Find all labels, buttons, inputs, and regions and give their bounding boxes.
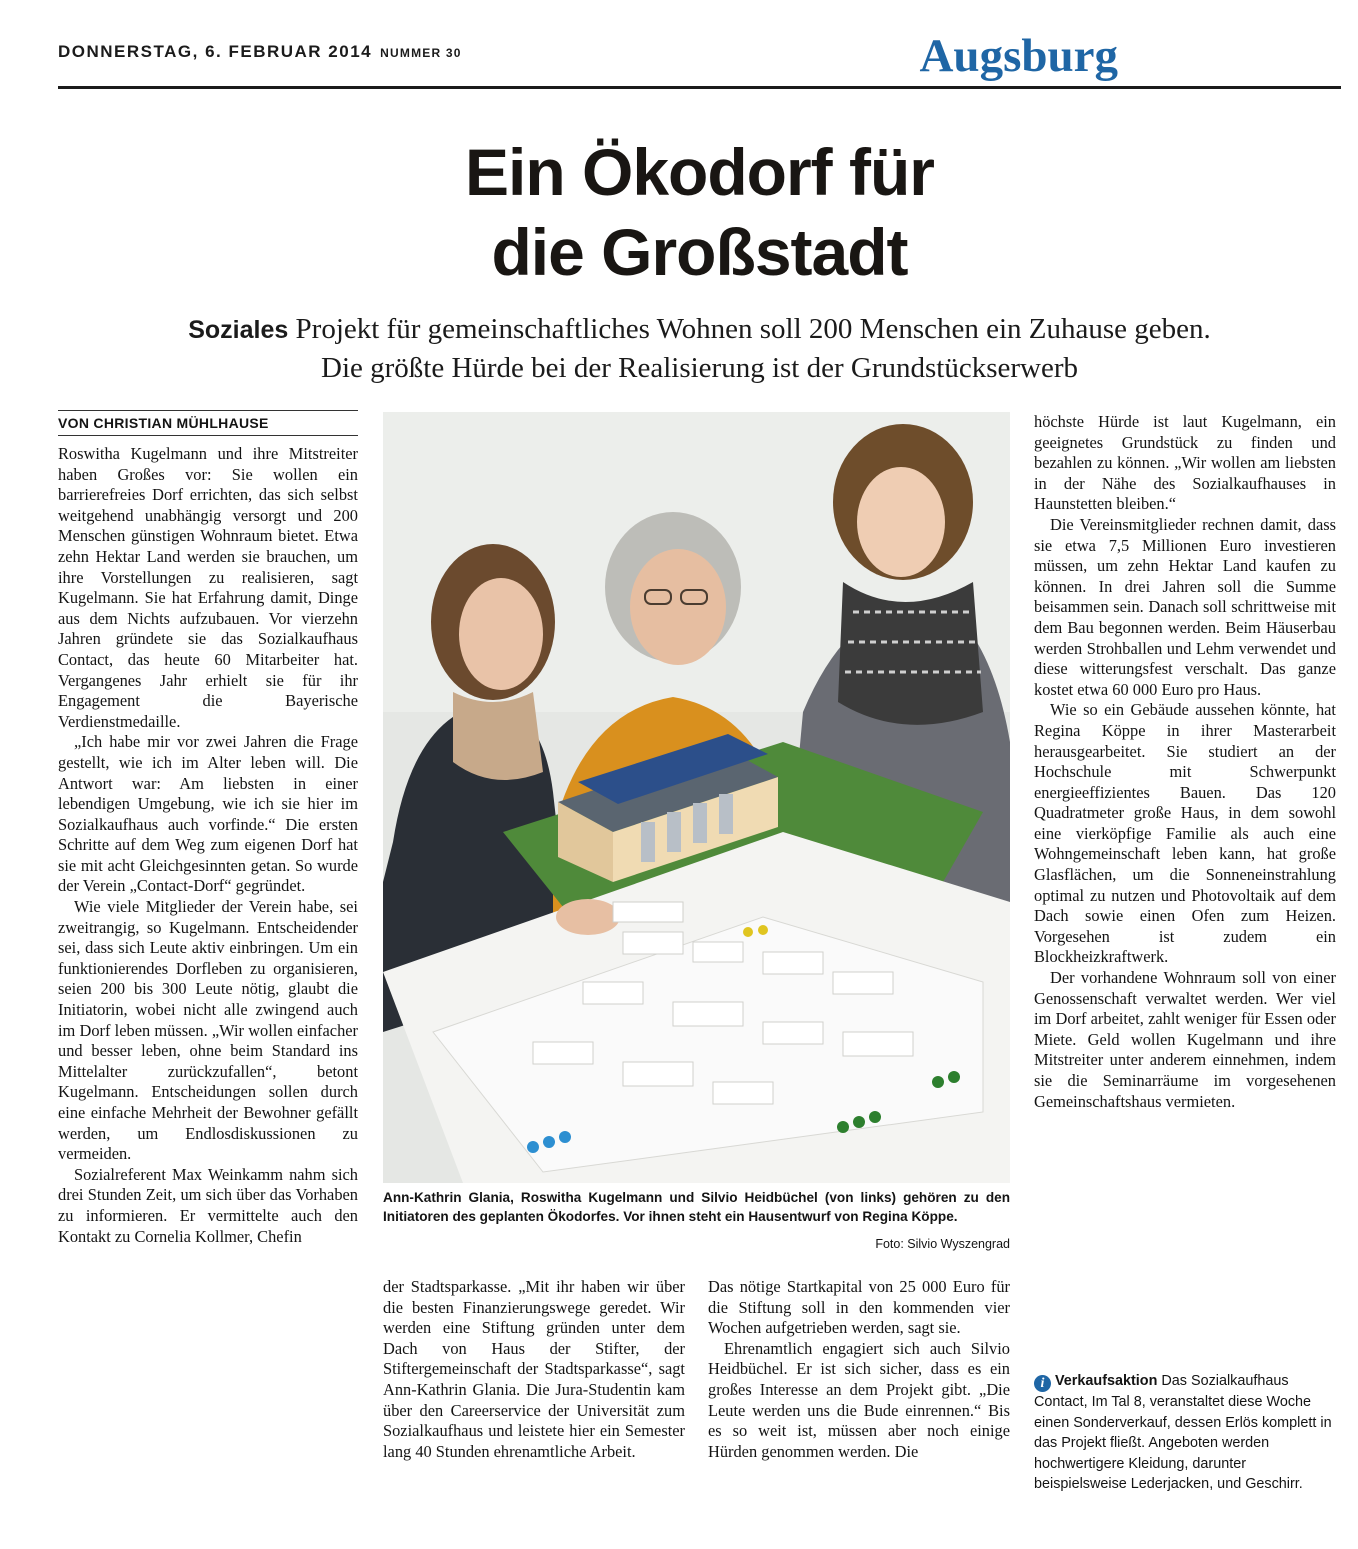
subheadline-line-2: Die größte Hürde bei der Realisierung ist der Grundstückserwerb — [321, 352, 1078, 384]
headline — [58, 132, 1341, 292]
person-right-scarf — [838, 582, 983, 725]
photo-illustration — [383, 412, 1010, 1183]
person-right-face — [857, 467, 945, 577]
headline-line-2: die Großstadt — [491, 215, 908, 289]
paragraph: Wie viele Mitglieder der Verein habe, sei zweitrangig, so Kugelmann. Entscheidender sei, dass sich Leute aktiv einbringen. Um ein funktionierendes Dorfleben zu organisieren, seien 200 bis 300 Leute nötig, glaubt die Initiatorin, wobei nicht alle zwingend auch im Dorf leben müssen. „Wir wollen einfacher und besser leben, ohne beim Standard ins Mittelalter zurückzufallen“, betont Kugelmann. Entscheidungen sollen durch eine einfache Mehrheit der Bewohner gefällt werden, um Endlosdiskussionen zu vermeiden. — [58, 897, 358, 1164]
photo-credit: Foto: Silvio Wyszengrad — [875, 1237, 1010, 1251]
subheadline — [58, 310, 1341, 387]
paragraph: Wie so ein Gebäude aussehen könnte, hat Regina Köppe in ihrer Masterarbeit herausgearbeitet. Sie studiert an der Hochschule mit Schwerpunkt energieeffizientes Bauen. Das 120 Quadratmeter große Haus, in dem sowohl eine vierköpfige Familie als auch eine Wohngemeinschaft leben kann, hat große Glasflächen, um die Sonneneinstrahlung optimal zu nutzen und Photovoltaik auf dem Dach sowie einen Ofen zum Heizen. Vorgesehen ist zudem ein Blockheizkraftwerk. — [1034, 700, 1336, 967]
byline: VON CHRISTIAN MÜHLHAUSE — [58, 410, 358, 436]
section-title: Augsburg — [919, 30, 1118, 82]
date: DONNERSTAG, 6. FEBRUAR 2014 — [58, 42, 373, 61]
paragraph: Das nötige Startkapital von 25 000 Euro für die Stiftung soll in den kommenden vier Wochen aufgetrieben werden, sagt sie. — [708, 1277, 1010, 1338]
paragraph: Die Vereinsmitglieder rechnen damit, dass sie etwa 7,5 Millionen Euro investieren müssen, um zehn Hektar Land kaufen zu können. In drei Jahren soll die Summe beisammen sein. Danach soll schrittweise mit dem Bau begonnen werden. Beim Häuserbau werden Strohballen und Lehm verwendet und diese witterungsfest verschalt. Das ganze kostet etwa 60 000 Euro pro Haus. — [1034, 514, 1336, 699]
info-icon: i — [1034, 1375, 1051, 1392]
paragraph: „Ich habe mir vor zwei Jahren die Frage gestellt, wie ich im Alter leben will. Die Antwort war: Am liebsten in einer lebendigen Umgebung, wie ich sie hier im Sozialkaufhaus auch vorfinde.“ Die ersten Schritte auf dem Weg zum eigenen Dorf hat sie mit acht Gleichgesinnten getan. So wurde der Verein „Contact-Dorf“ gegründet. — [58, 732, 358, 896]
paragraph: der Stadtsparkasse. „Mit ihr haben wir über die besten Finanzierungswege geredet. Wir werden eine Stiftung gründen unter dem Dach von Haus der Stifter, der Stiftergemeinschaft der Stadtsparkasse“, sagt Ann-Kathrin Glania. Die Jura-Studentin kam über den Careerservice der Universität zum Sozialkaufhaus und leistete hier ein Semester lang 40 Stunden ehrenamtliche Arbeit. — [383, 1277, 685, 1461]
dateline — [58, 42, 462, 62]
paragraph: Ehrenamtlich engagiert sich auch Silvio Heidbüchel. Er ist sich sicher, dass es ein großes Interesse an dem Projekt gibt. „Die Leute werden uns die Bude einrennen.“ Bis es so weit ist, müssen aber noch einige Hürden genommen werden. Die — [708, 1338, 1010, 1461]
column-4 — [1034, 412, 1336, 1112]
subheadline-line-1: Projekt für gemeinschaftliches Wohnen soll 200 Menschen ein Zuhause geben. — [295, 313, 1211, 345]
column-1 — [58, 444, 358, 1247]
issue-number: NUMMER 30 — [380, 46, 462, 60]
column-2 — [383, 1277, 685, 1462]
info-heading: Verkaufsaktion — [1055, 1373, 1158, 1389]
person-left-face — [459, 578, 543, 690]
person-left-scarf — [453, 692, 543, 780]
column-3 — [708, 1277, 1010, 1462]
paragraph: Der vorhandene Wohnraum soll von einer Genossenschaft verwaltet werden. Wer viel im Dorf arbeitet, zahlt weniger für Essen oder Miete. Geld wollen Kugelmann und ihre Mitstreiter unter anderem einnehmen, indem sie die Seminarräume im vorgesehenen Gemeinschaftshaus vermieten. — [1034, 968, 1336, 1111]
person-middle-face — [630, 549, 726, 665]
photo-caption: Ann-Kathrin Glania, Roswitha Kugelmann und Silvio Heidbüchel (von links) gehören zu den Initiatoren des geplanten Ökodorfes. Vor ihnen steht ein Hausentwurf von Regina Köppe. — [383, 1190, 1010, 1224]
paragraph: Roswitha Kugelmann und ihre Mitstreiter haben Großes vor: Sie wollen ein barrierefreies Dorf errichten, das sich selbst weitgehend unabhängig versorgt und 200 Menschen günstigen Wohnraum bietet. Etwa zehn Hektar Land werden sie brauchen, um ihre Vorstellungen zu realisieren, sagt Kugelmann. Sie hat Erfahrung damit, Dinge aus dem Nichts aufzubauen. Vor vierzehn Jahren gründete sie das Sozialkaufhaus Contact, das heute 60 Mitarbeiter hat. Vergangenes Jahr erhielt sie für ihr Engagement die Bayerische Verdienstmedaille. — [58, 444, 358, 731]
paragraph: höchste Hürde ist laut Kugelmann, ein geeignetes Grundstück zu finden und bezahlen zu können. „Wir wollen am liebsten in der Nähe des Sozialkaufhauses in Haunstetten bleiben.“ — [1034, 412, 1336, 514]
headline-line-1: Ein Ökodorf für — [465, 135, 934, 209]
paragraph: Sozialreferent Max Weinkamm nahm sich drei Stunden Zeit, um sich über das Vorhaben zu informieren. Er vermittelte auch den Kontakt zu Cornelia Kollmer, Chefin — [58, 1164, 358, 1246]
info-text: Das Sozialkaufhaus Contact, Im Tal 8, veranstaltet diese Woche einen Sonderverkauf, dessen Erlös komplett in das Projekt fließt. Angeboten werden hochwertigere Kleidung, darunter beispielsweise Lederjacken, und Geschirr. — [1034, 1373, 1332, 1492]
info-box — [1034, 1371, 1336, 1495]
kicker: Soziales — [188, 316, 289, 344]
hand — [556, 899, 620, 935]
article-photo — [383, 412, 1010, 1183]
masthead — [58, 28, 1341, 89]
